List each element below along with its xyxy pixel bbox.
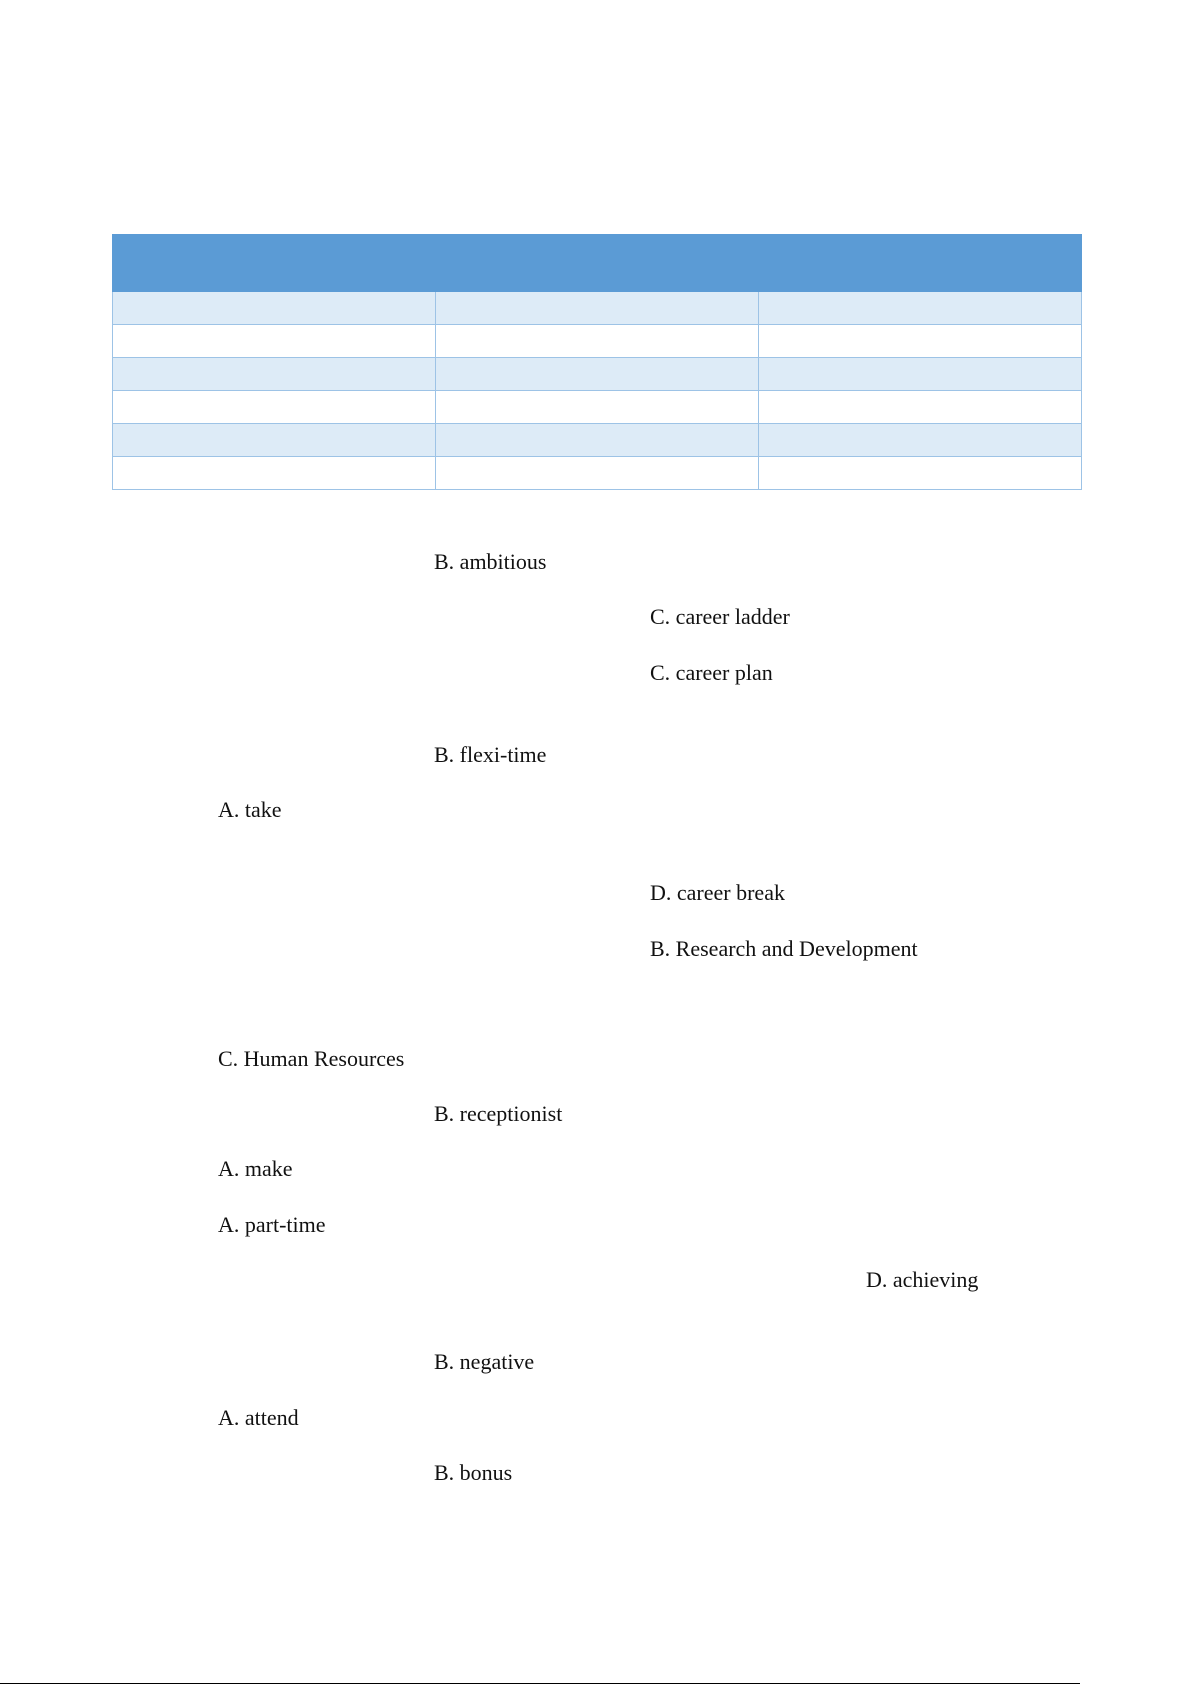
table-cell — [436, 325, 759, 358]
answer-option: B. Research and Development — [650, 936, 918, 961]
table-row — [113, 292, 1082, 325]
answer-option: B. negative — [434, 1349, 535, 1374]
table-cell — [759, 391, 1082, 424]
table-cell — [436, 358, 759, 391]
answer-option: D. achieving — [866, 1267, 979, 1292]
table-row — [113, 325, 1082, 358]
table-header-cell — [436, 235, 759, 292]
table-cell — [436, 292, 759, 325]
table-row — [113, 358, 1082, 391]
answer-option: B. receptionist — [434, 1101, 563, 1126]
table-row — [113, 391, 1082, 424]
table-cell — [113, 424, 436, 457]
answer-option: C. career plan — [650, 660, 773, 685]
answer-option: C. career ladder — [650, 604, 790, 629]
table-cell — [113, 391, 436, 424]
table-cell — [759, 325, 1082, 358]
answer-option: A. take — [218, 797, 282, 822]
table-cell — [436, 457, 759, 490]
footer-divider — [0, 1683, 1080, 1684]
table-cell — [759, 292, 1082, 325]
table-cell — [113, 358, 436, 391]
table-header-cell — [113, 235, 436, 292]
answer-option: B. flexi-time — [434, 742, 547, 767]
table-cell — [436, 391, 759, 424]
table-cell — [113, 292, 436, 325]
table-row — [113, 424, 1082, 457]
answer-option: C. Human Resources — [218, 1046, 405, 1071]
answer-option: B. ambitious — [434, 549, 547, 574]
table-cell — [759, 457, 1082, 490]
answer-option: A. make — [218, 1156, 293, 1181]
vocabulary-table — [112, 234, 1082, 490]
table-cell — [759, 424, 1082, 457]
answer-option: B. bonus — [434, 1460, 513, 1485]
table-cell — [759, 358, 1082, 391]
answer-option: D. career break — [650, 880, 785, 905]
table-header-row — [113, 235, 1082, 292]
answer-option: A. part-time — [218, 1212, 326, 1237]
table-header-cell — [759, 235, 1082, 292]
table-cell — [113, 457, 436, 490]
table-row — [113, 457, 1082, 490]
answer-option: A. attend — [218, 1405, 299, 1430]
table-cell — [113, 325, 436, 358]
table-cell — [436, 424, 759, 457]
